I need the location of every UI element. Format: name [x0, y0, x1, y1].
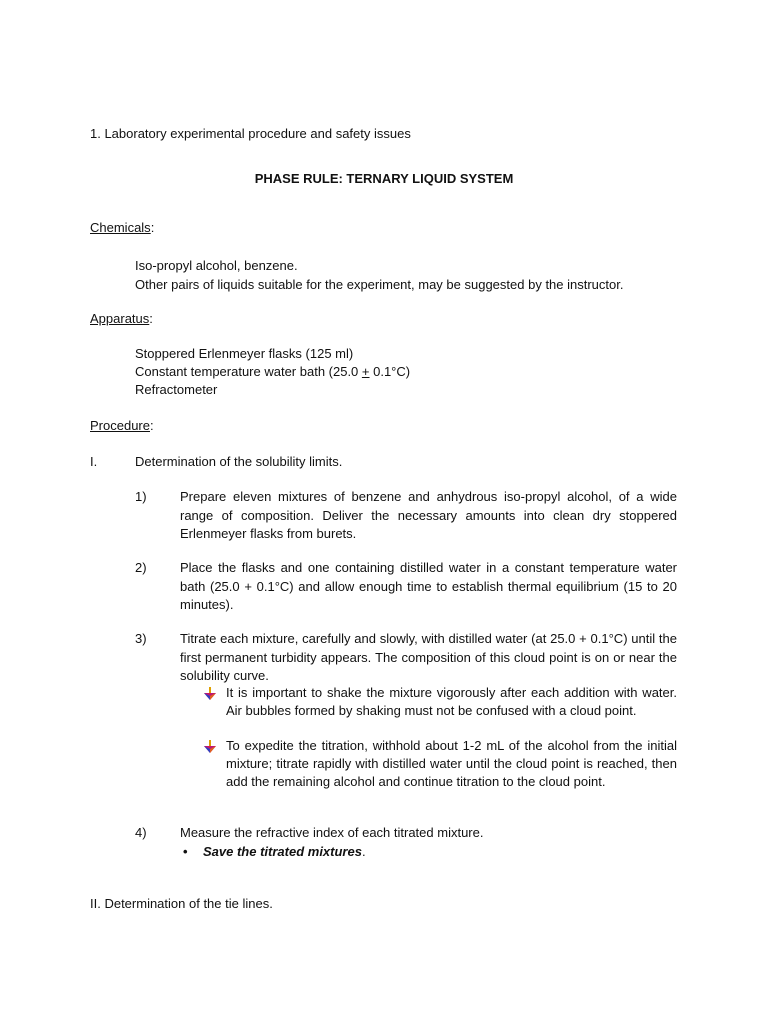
step-4-number: 4): [135, 825, 147, 840]
apparatus-line-2-post: 0.1°C): [369, 364, 411, 379]
procedure-heading: Procedure: [90, 418, 150, 433]
step-3-text: Titrate each mixture, carefully and slowly, with distilled water (at 25.0 + 0.1°C) until the first permanent turbidity appears. The composition of this cloud point is on or near the solubility curve.: [180, 631, 677, 683]
chemicals-line-1: Iso-propyl alcohol, benzene.: [135, 258, 298, 273]
part-1-number: I.: [90, 454, 98, 469]
chemicals-heading: Chemicals: [90, 220, 151, 235]
step-4-emphasis: Save the titrated mixtures: [203, 844, 362, 859]
arrow-bullet-icon: [203, 687, 217, 701]
procedure-heading-row: [90, 417, 154, 435]
arrow-bullet-icon: [203, 740, 217, 754]
step-1-number: 1): [135, 489, 147, 504]
plus-minus-sign: +: [361, 364, 370, 379]
part-2-title: II. Determination of the tie lines.: [90, 896, 273, 911]
chemicals-colon: :: [150, 220, 155, 235]
step-3-bullet-1: It is important to shake the mixture vigorously after each addition with water. Air bubbles formed by shaking must not be confused with a cloud point.: [226, 685, 677, 718]
step-4-bullet-dot: •: [183, 844, 188, 859]
step-4-emphasis-end: .: [361, 844, 366, 859]
apparatus-line-1: Stoppered Erlenmeyer flasks (125 ml): [135, 346, 354, 361]
apparatus-heading: Apparatus: [90, 311, 150, 326]
chemicals-line-2: Other pairs of liquids suitable for the experiment, may be suggested by the instructor.: [135, 277, 624, 292]
step-4-note: [203, 843, 366, 861]
chemicals-heading-row: [90, 219, 154, 237]
procedure-colon: :: [149, 418, 154, 433]
step-2-text: Place the flasks and one containing distilled water in a constant temperature water bath (25.0 + 0.1°C) and allow enough time to establish thermal equilibrium (15 to 20 minutes).: [180, 560, 677, 612]
step-3-bullet-2: To expedite the titration, withhold about 1-2 mL of the alcohol from the initial mixture; titrate rapidly with distilled water until the cloud point is reached, then add the remaining alcohol and continue titration to the cloud point.: [226, 738, 677, 789]
step-2-number: 2): [135, 560, 147, 575]
step-1-text: Prepare eleven mixtures of benzene and anhydrous iso-propyl alcohol, of a wide range of composition. Deliver the necessary amounts into clean dry stoppered Erlenmeyer flasks from burets.: [180, 489, 677, 541]
apparatus-line-2: [135, 363, 410, 381]
document-title: PHASE RULE: TERNARY LIQUID SYSTEM: [254, 171, 514, 186]
apparatus-heading-row: [90, 310, 153, 328]
step-4-text: Measure the refractive index of each titrated mixture.: [180, 825, 484, 840]
apparatus-line-2-pre: Constant temperature water bath (25.0: [135, 364, 362, 379]
section-heading: 1. Laboratory experimental procedure and safety issues: [90, 126, 411, 141]
apparatus-colon: :: [149, 311, 153, 326]
part-1-title: Determination of the solubility limits.: [135, 454, 343, 469]
step-3-number: 3): [135, 631, 147, 646]
apparatus-line-3: Refractometer: [135, 382, 218, 397]
